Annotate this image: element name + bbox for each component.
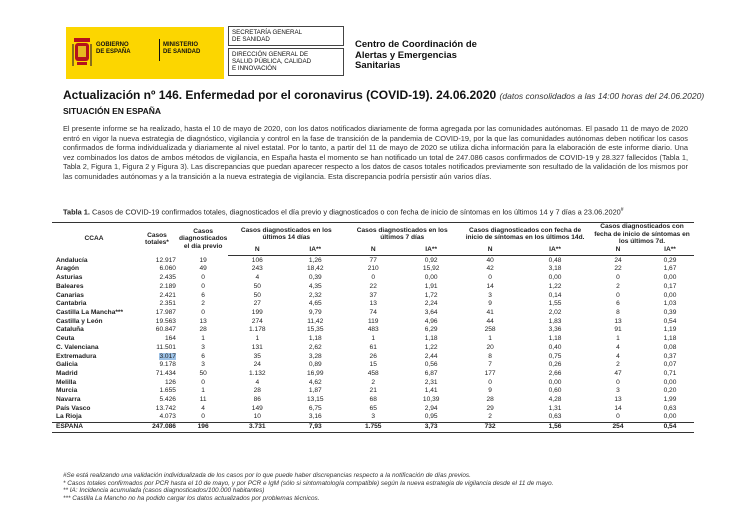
table-cell: 2,66	[548, 369, 562, 377]
table-cell: 1,03	[663, 300, 677, 308]
table-cell: 13	[369, 300, 377, 308]
table-row	[52, 353, 694, 362]
selected-cell-highlight: 3.017	[159, 352, 176, 360]
table-cell: 0	[616, 378, 620, 386]
table-cell: 0,08	[663, 343, 677, 351]
table-cell: 60.847	[155, 326, 176, 334]
centre-line-1: Centro de Coordinación de	[355, 39, 477, 50]
table-cell: 0,48	[548, 256, 562, 264]
table-cell: 16,99	[307, 369, 324, 377]
table-cell: 2,94	[424, 404, 438, 412]
table-cell: 9,79	[308, 309, 322, 316]
header-ccaa: CCAA	[52, 223, 136, 256]
table-cell: 0	[616, 274, 620, 282]
table-cell: 0,07	[663, 361, 677, 369]
table-cell: 21	[369, 387, 377, 395]
table-cell: 0	[201, 274, 205, 282]
table-cell: 4,62	[308, 378, 322, 386]
table-cell: 3	[616, 387, 620, 395]
table-row	[52, 300, 694, 309]
secretaria-line-2: DE SANIDAD	[232, 36, 270, 43]
region-name: Melilla	[56, 378, 77, 386]
table-cell: 0	[201, 413, 205, 421]
table-cell: 164	[164, 335, 176, 343]
table-cell: 12.917	[155, 256, 176, 264]
table-cell: 5.426	[159, 396, 176, 404]
table-cell: 0,17	[663, 282, 677, 290]
table-cell: 17.987	[155, 309, 176, 316]
table-row	[52, 379, 694, 388]
table-cell: 0,20	[663, 387, 677, 395]
table-cell: 77	[369, 256, 377, 264]
region-name: Andalucía	[56, 256, 88, 264]
header-group-sintomas-7d: Casos diagnosticados con fecha de inicio de síntomas en los últimos 7d.	[590, 223, 694, 246]
table-cell: 2.421	[159, 291, 176, 299]
region-name: Ceuta	[56, 335, 75, 343]
table-cell: 0	[371, 274, 376, 282]
section-heading: SITUACIÓN EN ESPAÑA	[63, 106, 162, 116]
table-cell: 50	[253, 282, 261, 290]
table-cell: 3,36	[548, 326, 562, 334]
table-cell: 3,18	[548, 265, 562, 273]
table-cell: 24	[614, 256, 622, 264]
region-name: Navarra	[56, 396, 81, 404]
table-cell: 1,55	[548, 300, 562, 308]
table-cell: 37	[369, 291, 377, 299]
header-totales: Casos totales*	[136, 223, 178, 256]
table-cell: 22	[614, 265, 622, 273]
table-cell: 458	[367, 369, 379, 377]
table-cell: 1.755	[344, 423, 402, 433]
table-cell: 3	[201, 361, 205, 369]
table-cell: 1,26	[308, 256, 322, 264]
table-cell: 13	[614, 396, 622, 404]
table-cell: 2.351	[159, 300, 176, 308]
table-cell: 1,72	[424, 291, 438, 299]
table-cell: 50	[253, 291, 261, 299]
region-name: Murcia	[56, 387, 78, 395]
table-cell: 41	[486, 309, 494, 316]
table-row	[52, 265, 694, 274]
table-cell: 2	[616, 361, 620, 369]
table-cell: 3.731	[228, 423, 286, 433]
table-cell: 1,31	[548, 404, 562, 412]
table-cell: 0,54	[646, 423, 694, 433]
table-cell: 0,89	[308, 361, 322, 369]
region-name: La Rioja	[56, 413, 82, 421]
coat-of-arms-icon	[72, 34, 92, 72]
table-cell: 0,00	[663, 378, 677, 386]
region-name: Aragón	[56, 265, 80, 273]
table-row	[52, 274, 694, 283]
table-cell: 258	[484, 326, 496, 334]
table-cell: 1,67	[663, 265, 677, 273]
ministry-label	[163, 42, 200, 56]
region-name: Cantabria	[56, 300, 87, 308]
region-name: Madrid	[56, 369, 78, 377]
table-cell: 0,26	[548, 361, 562, 369]
table-cell: 4	[255, 378, 260, 386]
report-title-subtitle: (datos consolidados a las 14:00 horas del 24.06.2020)	[499, 91, 705, 101]
header-n: N	[344, 246, 402, 256]
table-cell: 254	[590, 423, 646, 433]
table-cell: 1,22	[424, 343, 438, 351]
table-cell: 2,31	[424, 378, 438, 386]
table-cell: 177	[484, 369, 496, 377]
table-cell: 1,87	[308, 387, 322, 395]
table-cell: 4	[616, 352, 620, 360]
table-cell: 0,00	[663, 291, 677, 299]
table-cell: 6,87	[424, 369, 438, 377]
table-cell: 0,56	[424, 361, 438, 369]
table-cell: 0	[201, 378, 205, 386]
table-cell: 0,14	[548, 291, 562, 299]
table-cell: 13	[199, 317, 207, 325]
table-cell: 2	[371, 378, 376, 386]
table-cell: 19.563	[155, 317, 176, 325]
table-cell: 35	[253, 352, 261, 360]
gov-line-2: DE ESPAÑA	[96, 49, 131, 55]
table-cell: 1,18	[548, 335, 562, 343]
table-cell: 24	[253, 361, 261, 369]
direccion-line-2: SALUD PÚBLICA, CALIDAD	[232, 58, 312, 65]
table-cell: 15	[369, 361, 377, 369]
table-cell: 0	[201, 282, 205, 290]
centre-line-2: Alertas y Emergencias	[355, 49, 457, 61]
table-cell: 1	[371, 335, 376, 343]
table-cell: 2,24	[424, 300, 438, 308]
table-cell: 0,63	[663, 404, 677, 412]
centre-name	[355, 40, 477, 72]
table-cell: 28	[253, 387, 261, 395]
header-ia: IA**	[646, 246, 694, 256]
table-cell: 28	[486, 396, 494, 404]
table-cell: 483	[367, 326, 379, 334]
table-cell: 1,83	[548, 317, 562, 325]
region-name: Baleares	[56, 282, 84, 290]
region-name: C. Valenciana	[56, 343, 99, 351]
table-cell: 3	[488, 291, 492, 299]
table-cell: 732	[460, 423, 520, 433]
table-cell: 2,44	[424, 352, 438, 360]
table-row	[52, 309, 694, 318]
table-cell: 2.435	[159, 274, 176, 282]
region-name: Galicia	[56, 361, 78, 369]
report-title	[63, 88, 704, 102]
region-name: Castilla La Mancha***	[56, 309, 124, 316]
table-cell: 15,92	[422, 265, 440, 273]
table-cell: 20	[486, 343, 494, 351]
centre-line-3: Sanitarias	[355, 60, 401, 71]
report-title-main: Actualización nº 146. Enfermedad por el coronavirus (COVID-19). 24.06.2020	[63, 88, 497, 102]
table-cell: 0,00	[663, 413, 677, 421]
footnote: * Casos totales confirmados por PCR hasta el 10 de mayo, y por PCR e IgM (sólo si sintomatología compatible) según la nueva estrategia de vigilancia desde el 11 de mayo.	[63, 479, 554, 487]
header-group-sintomas-14d: Casos diagnosticados con fecha de inicio de síntomas en los últimos 14d.	[460, 223, 590, 246]
table-row	[52, 335, 694, 344]
table-cell: 6.060	[159, 265, 176, 273]
table-cell: 0,60	[548, 387, 562, 395]
table-cell: 13	[614, 317, 622, 325]
table-cell: 42	[486, 265, 494, 273]
table-row	[52, 370, 694, 379]
table-cell: 4	[255, 274, 260, 282]
table-cell: 3,73	[402, 423, 460, 433]
table-cell: 13.742	[155, 404, 176, 412]
table-cell: 86	[253, 396, 261, 404]
table-cell: 3,28	[308, 352, 322, 360]
table-caption-label: Tabla 1.	[63, 207, 90, 217]
region-name: Castilla y León	[56, 317, 103, 325]
covid-cases-table	[52, 222, 694, 433]
table-cell: 210	[367, 265, 379, 273]
table-cell: 4,35	[308, 282, 322, 290]
table-cell: 199	[251, 309, 263, 316]
secretaria-box	[228, 26, 344, 46]
table-cell: 1,22	[548, 282, 562, 290]
table-cell: 2	[201, 300, 205, 308]
table-cell: 19	[199, 256, 207, 264]
table-row	[52, 318, 694, 327]
table-cell: 2	[616, 282, 620, 290]
table-cell: 1	[488, 335, 492, 343]
table-caption-mark: #	[620, 207, 624, 213]
table-body	[52, 255, 694, 422]
table-cell: 247.086	[136, 423, 178, 433]
gov-line-1: GOBIERNO	[96, 42, 129, 48]
direccion-line-1: DIRECCIÓN GENERAL DE	[232, 51, 309, 58]
region-name: Asturias	[56, 274, 83, 282]
table-cell: 14	[486, 282, 494, 290]
table-row	[52, 283, 694, 292]
table-cell: 71.434	[155, 369, 176, 377]
table-cell: 0,75	[548, 352, 562, 360]
government-label	[96, 42, 131, 56]
table-cell: 47	[614, 369, 622, 377]
table-cell: 0,95	[424, 413, 438, 421]
table-cell: 2,62	[308, 343, 322, 351]
ministry-line-2: DE SANIDAD	[163, 49, 201, 55]
table-cell: 0,63	[548, 413, 562, 421]
table-cell	[136, 353, 178, 362]
table-cell: 4	[201, 404, 205, 412]
table-cell: 18,42	[307, 265, 324, 273]
table-cell: 0	[616, 413, 620, 421]
table-cell: 9	[488, 387, 492, 395]
footnote: #Se está realizando una validación individualizada de los casos por lo que puede haber discrepancias respecto a la notificación de días previos.	[63, 472, 471, 479]
table-row	[52, 292, 694, 301]
footnote: *** Castilla La Mancho no ha podido cargar los datos actualizados por problemas técnicos.	[63, 494, 320, 502]
table-cell: 0	[488, 274, 492, 282]
table-cell: 50	[199, 369, 207, 377]
header-n: N	[228, 246, 286, 256]
table-cell: 6	[201, 291, 205, 299]
table-cell: 106	[251, 256, 263, 264]
table-row	[52, 405, 694, 414]
table-cell: 6	[616, 300, 620, 308]
table-caption	[63, 207, 624, 216]
header-group-14d: Casos diagnosticados en los últimos 14 días	[228, 223, 344, 246]
table-cell: 1.655	[159, 387, 176, 395]
table-cell: 4,96	[424, 317, 438, 325]
table-cell: 0,00	[548, 274, 562, 282]
table-cell: 4.073	[159, 413, 176, 421]
table-cell: ESPAÑA	[52, 423, 136, 433]
table-cell: 7,93	[286, 423, 344, 433]
header-ia: IA**	[520, 246, 590, 256]
table-cell: 1	[201, 335, 205, 343]
table-cell: 1.132	[249, 369, 266, 377]
table-cell: 11	[199, 396, 207, 404]
table-caption-text: Casos de COVID-19 confirmados totales, diagnosticados el día previo y diagnosticados o con fecha de inicio de síntomas en los últimos 14 y 7 días a 23.06.2020	[92, 207, 621, 217]
table-cell: 0	[201, 309, 205, 316]
table-cell: 28	[199, 326, 207, 334]
table-cell: 1,18	[308, 335, 322, 343]
region-name: País Vasco	[56, 404, 91, 412]
total-row	[52, 423, 694, 433]
header-ia: IA**	[402, 246, 460, 256]
table-cell: 0,71	[663, 369, 677, 377]
table-cell: 0,39	[663, 309, 677, 316]
table-cell: 13,15	[307, 396, 324, 404]
table-cell: 1,18	[424, 335, 438, 343]
table-cell: 1	[616, 335, 620, 343]
table-cell: 68	[369, 396, 377, 404]
secretaria-line-1: SECRETARÍA GENERAL	[232, 29, 303, 36]
table-cell: 9	[488, 300, 492, 308]
table-cell: 6,29	[424, 326, 438, 334]
table-cell: 1	[255, 335, 260, 343]
table-cell: 0,39	[308, 274, 322, 282]
table-cell: 1,56	[520, 423, 590, 433]
table-row	[52, 387, 694, 396]
table-cell: 1,99	[663, 396, 677, 404]
header-ia: IA**	[286, 246, 344, 256]
table-cell: 14	[614, 404, 622, 412]
table-cell: 243	[251, 265, 263, 273]
table-cell: 4	[616, 343, 620, 351]
table-row	[52, 396, 694, 405]
table-cell: 10,39	[422, 396, 440, 404]
table-cell: 2,32	[308, 291, 322, 299]
table-cell: 0,40	[548, 343, 562, 351]
table-cell: 3	[371, 413, 376, 421]
header-n: N	[590, 246, 646, 256]
ministry-line-1: MINISTERIO	[163, 42, 199, 48]
table-cell: 1,19	[663, 326, 677, 334]
table-cell: 40	[486, 256, 494, 264]
government-logo	[66, 27, 224, 79]
table-cell: 61	[369, 343, 377, 351]
table-cell: 0,37	[663, 352, 677, 360]
table-cell: 1,41	[424, 387, 438, 395]
table-cell: 15,35	[307, 326, 324, 334]
region-name: Cataluña	[56, 326, 84, 334]
table-cell: 4,65	[308, 300, 322, 308]
table-cell: 29	[486, 404, 494, 412]
table-cell: 74	[369, 309, 377, 316]
table-cell: 274	[251, 317, 263, 325]
table-cell: 11.501	[156, 343, 176, 351]
table-cell: 2,02	[548, 309, 562, 316]
table-cell: 26	[369, 352, 377, 360]
table-cell: 119	[367, 317, 379, 325]
table-cell: 91	[614, 326, 622, 334]
table-row	[52, 413, 694, 422]
table-cell: 2	[488, 413, 492, 421]
header-n: N	[460, 246, 520, 256]
table-cell: 0,00	[663, 274, 677, 282]
table-cell: 149	[251, 404, 263, 412]
table-cell: 2.189	[159, 282, 176, 290]
table-cell: 8	[616, 309, 620, 316]
table-cell: 3,16	[308, 413, 322, 421]
table-cell: 4,28	[548, 396, 562, 404]
table-cell: 27	[253, 300, 261, 308]
table-cell: 49	[199, 265, 207, 273]
table-cell: 1.178	[249, 326, 266, 334]
table-cell: 44	[486, 317, 494, 325]
table-cell: 1,18	[663, 335, 677, 343]
logo-divider	[159, 39, 160, 61]
table-row	[52, 326, 694, 335]
table-cell: 0,00	[548, 378, 562, 386]
table-cell: 131	[251, 343, 263, 351]
table-cell: 196	[178, 423, 228, 433]
report-header	[0, 0, 745, 80]
table-cell: 0,54	[663, 317, 677, 325]
table-row	[52, 361, 694, 370]
table-cell: 0	[488, 378, 492, 386]
table-footnotes	[63, 472, 553, 502]
table-cell: 1	[201, 387, 205, 395]
table-cell: 65	[369, 404, 377, 412]
table-cell: 6	[201, 352, 205, 360]
table-cell: 9.178	[159, 361, 176, 369]
table-cell: 10	[253, 413, 261, 421]
table-cell: 22	[369, 282, 377, 290]
header-dia-previo: Casos diagnosticados el día previo	[178, 223, 228, 256]
table-cell: 126	[164, 378, 176, 386]
table-cell: 0	[616, 291, 620, 299]
table-cell: 8	[488, 352, 492, 360]
table-cell: 3,64	[424, 309, 438, 316]
region-name: Extremadura	[56, 352, 97, 360]
direccion-box	[228, 48, 344, 76]
region-name: Canarias	[56, 291, 84, 299]
table-cell: 0,00	[424, 274, 438, 282]
intro-paragraph: El presente informe se ha realizado, hasta el 10 de mayo de 2020, con los datos notificados diariamente de forma agregada por las comunidades autónomas. El pasado 11 de mayo de 2020 entró en vigor la nueva estrategia de diagnóstico, vigilancia y control en la fase de transición de la pandemia de COVID-19, por la que las comunidades autónomas deben notificar los casos confirmados de forma individualizada y diariamente al nivel estatal. Por lo tanto, a partir del 11 de mayo de 2020 se utiliza dicha información para la elaboración de este informe diario. Una vez combinados los datos de ambos métodos de vigilancia, en España hasta el momento se han notificado un total de 247.086 casos confirmados de COVID-19 y 28.327 fallecidos (Tabla 1, Tabla 2, Figura 1, Figura 2 y Figura 3). Las discrepancias que puedan aparecer respecto a los datos de casos totales notificados previamente son resultado de la validación de los mismos por las comunidades autónomas y a la transición a la nueva estrategia de vigilancia. Esta discrepancia podría persistir aún varios días.	[63, 124, 688, 181]
table-cell: 6,75	[308, 404, 322, 412]
direccion-line-3: E INNOVACIÓN	[232, 65, 277, 72]
table-cell: 0,92	[424, 256, 438, 264]
table-cell: 3	[201, 343, 205, 351]
table-cell: 11,42	[307, 317, 324, 325]
header-group-7d: Casos diagnosticados en los últimos 7 días	[344, 223, 460, 246]
table-cell: 0,29	[663, 256, 677, 264]
table-row	[52, 344, 694, 353]
table-cell: 1,91	[424, 282, 438, 290]
table-row	[52, 255, 694, 265]
table-cell: 7	[488, 361, 492, 369]
footnote: ** IA: Incidencia acumulada (casos diagnosticados/100.000 habitantes)	[63, 487, 265, 495]
